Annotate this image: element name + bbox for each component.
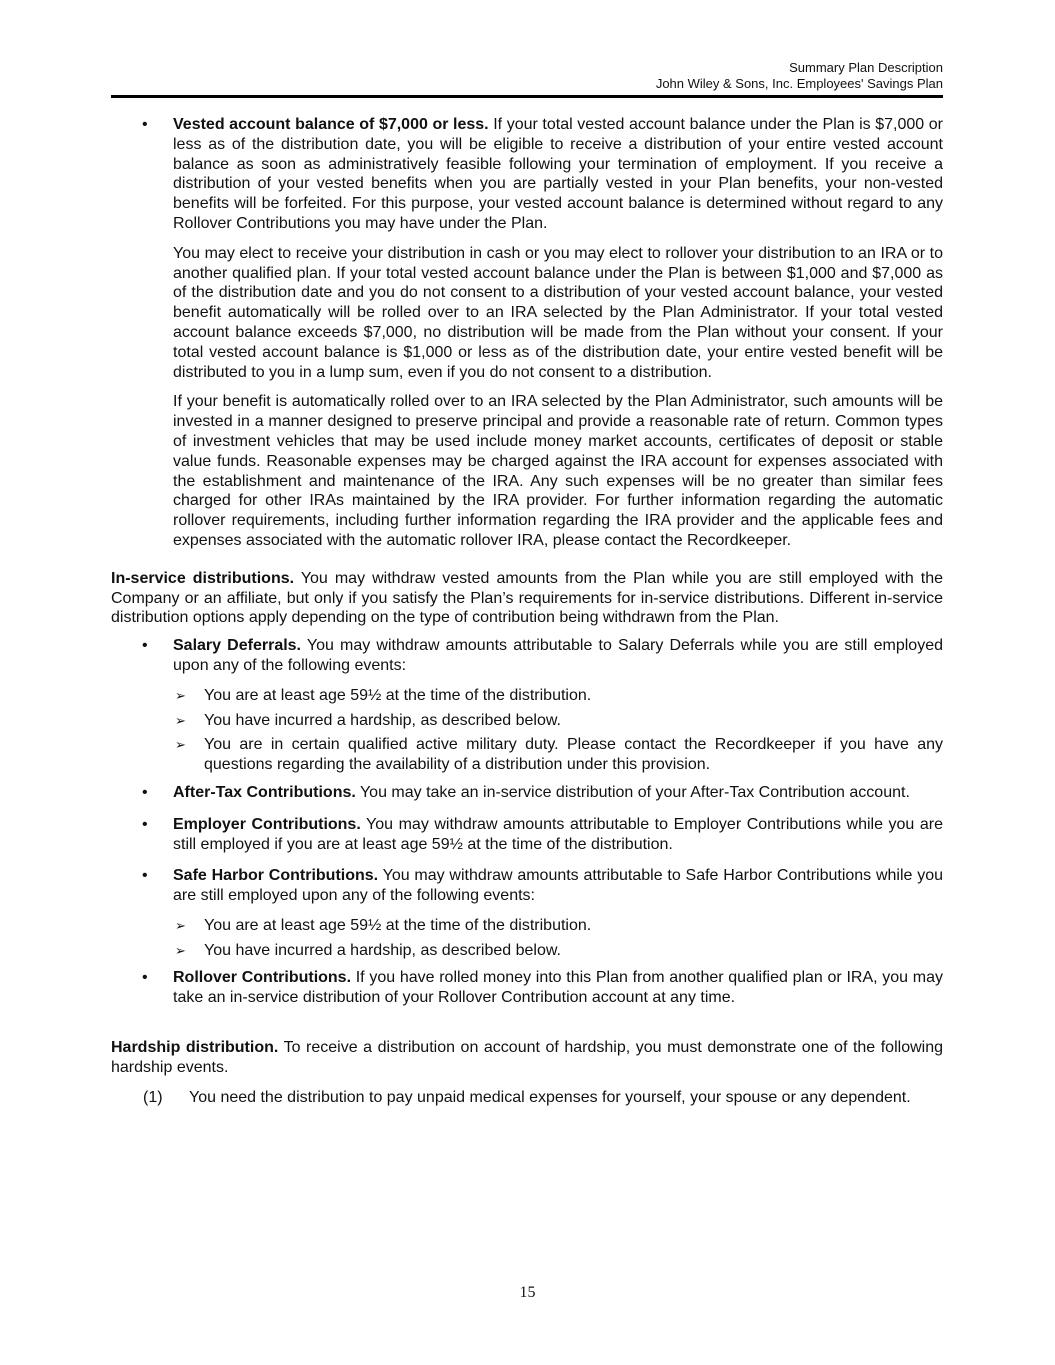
paragraph-hardship	[111, 1038, 943, 1078]
bullet-marker: •	[142, 815, 148, 833]
arrow-icon: ➢	[175, 917, 186, 933]
bullet-marker: •	[142, 637, 148, 655]
paragraph-in-service	[111, 569, 943, 628]
page-number: 15	[519, 1284, 536, 1301]
bullet-heading: Safe Harbor Contributions.	[173, 867, 379, 885]
sub-item-age	[111, 916, 943, 936]
bullet-heading: Vested account balance of $7,000 or less.	[173, 116, 489, 133]
bullet-text: You may withdraw amounts attributable to Employer Contributions while you are still employed if you are at least age 59½ at the time of the distribution.	[173, 815, 944, 853]
bullet-vested-balance	[111, 115, 943, 234]
sub-item-text: You are at least age 59½ at the time of the distribution.	[204, 686, 592, 704]
header-title: Summary Plan Description	[789, 60, 943, 75]
section-heading: Hardship distribution.	[111, 1039, 279, 1057]
arrow-icon: ➢	[175, 942, 186, 958]
sub-item-text: You are at least age 59½ at the time of the distribution.	[204, 916, 592, 934]
bullet-salary-deferrals	[111, 636, 943, 676]
sub-item-hardship	[111, 941, 943, 961]
bullet-after-tax	[111, 783, 943, 803]
bullet-text: You may withdraw amounts attributable to Salary Deferrals while you are still employed upon any of the following events:	[173, 637, 944, 674]
document-page	[111, 60, 943, 1107]
paragraph-automatic-rollover: If your benefit is automatically rolled over to an IRA selected by the Plan Administrator, such amounts will be invested in a manner designed to preserve principal and provide a reasonable rate of return. Common types of investment vehicles that may be used include money market accounts, certificates of deposit or stable value funds. Reasonable expenses may be charged against the IRA account for expenses associated with the establishment and maintenance of the IRA. Any such expenses will be no greater than similar fees charged for other IRAs maintained by the IRA provider. For further information regarding the automatic rollover requirements, including further information regarding the IRA provider and the applicable fees and expenses associated with the automatic rollover IRA, please contact the Recordkeeper.	[173, 393, 943, 549]
bullet-heading: Employer Contributions.	[173, 815, 361, 833]
bullet-marker: •	[142, 969, 148, 987]
bullet-heading: After-Tax Contributions.	[173, 783, 356, 801]
section-text: You may withdraw vested amounts from the Plan while you are still employed with the Company or an affiliate, but only if you satisfy the Plan’s requirements for in-service distributions. Different in-service distribution options apply depending on the type of contribution being withdrawn from the Plan.	[111, 569, 943, 627]
sub-item-military	[111, 735, 943, 775]
bullet-text: You may take an in-service distribution of your After-Tax Contribution account.	[355, 783, 910, 801]
arrow-icon: ➢	[175, 737, 186, 753]
bullet-heading: Rollover Contributions.	[173, 969, 352, 987]
section-heading: In-service distributions.	[111, 569, 295, 587]
header-plan-name: John Wiley & Sons, Inc. Employees' Savings Plan	[655, 76, 943, 91]
bullet-text: You may withdraw amounts attributable to Safe Harbor Contributions while you are still employed upon any of the following events:	[173, 867, 943, 905]
section-text: To receive a distribution on account of hardship, you must demonstrate one of the following hardship events.	[111, 1039, 943, 1076]
bullet-heading: Salary Deferrals.	[173, 637, 302, 655]
header-rule	[111, 95, 943, 98]
bullet-marker: •	[142, 867, 148, 885]
sub-item-age	[111, 686, 943, 706]
sub-item-text: You are in certain qualified active military duty. Please contact the Recordkeeper if you have any questions regarding the availability of a distribution under this provision.	[204, 736, 943, 774]
bullet-text: If you have rolled money into this Plan from another qualified plan or IRA, you may take an in-service distribution of your Rollover Contribution account at any time.	[173, 969, 943, 1007]
sub-item-hardship	[111, 711, 943, 731]
bullet-safe-harbor	[111, 866, 943, 906]
bullet-employer	[111, 815, 943, 855]
numbered-item-medical	[111, 1088, 943, 1108]
arrow-icon: ➢	[175, 712, 186, 728]
bullet-rollover	[111, 968, 943, 1008]
sub-item-text: You have incurred a hardship, as described below.	[204, 941, 561, 959]
paragraph-rollover-election: You may elect to receive your distribution in cash or you may elect to rollover your distribution to an IRA or to another qualified plan. If your total vested account balance under the Plan is between $1,000 and $7,000 as of the distribution date and you do not consent to a distribution of your vested account balance, your vested benefit automatically will be rolled over to an IRA selected by the Plan Administrator. If your total vested account balance exceeds $7,000, no distribution will be made from the Plan without your consent. If your total vested account balance is $1,000 or less as of the distribution date, your entire vested benefit will be distributed to you in a lump sum, even if you do not consent to a distribution.	[173, 244, 943, 381]
bullet-text: If your total vested account balance under the Plan is $7,000 or less as of the distribution date, you will be eligible to receive a distribution of your entire vested account balance as soon as administratively feasible following your termination of employment. If you receive a distribution of your vested benefits when you are partially vested in your Plan benefits, your non-vested benefits will be forfeited. For this purpose, your vested account balance is determined without regard to any Rollover Contributions you may have under the Plan.	[173, 116, 944, 232]
running-header	[111, 60, 943, 92]
arrow-icon: ➢	[175, 687, 186, 703]
bullet-marker: •	[142, 116, 148, 133]
item-number: (1)	[143, 1088, 163, 1106]
bullet-marker: •	[142, 783, 148, 801]
sub-item-text: You have incurred a hardship, as described below.	[204, 711, 561, 729]
numbered-item-text: You need the distribution to pay unpaid medical expenses for yourself, your spouse or any dependent.	[189, 1088, 911, 1106]
